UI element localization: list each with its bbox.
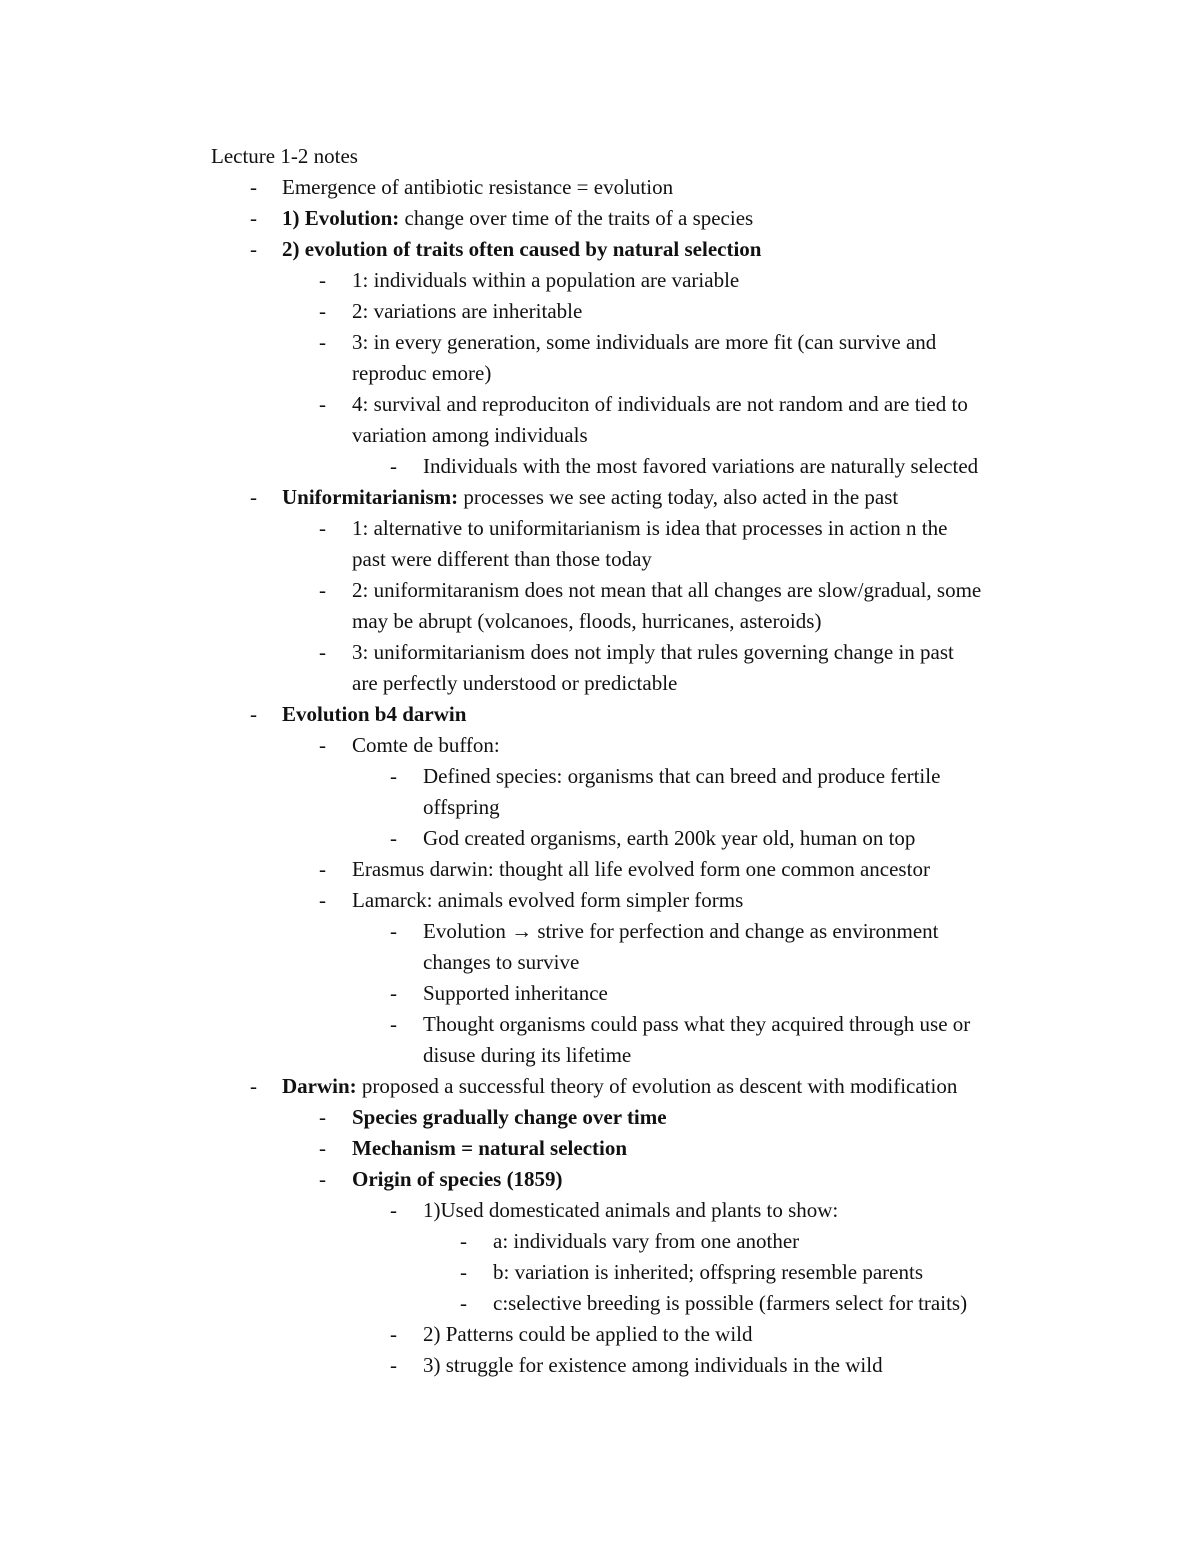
bullet-dash: - [390,764,397,788]
list-item-line [352,389,968,420]
list-item [0,916,1200,978]
list-item [0,296,1200,327]
list-item-term: Darwin: [282,1074,357,1098]
list-item [0,1195,1200,1226]
list-item-text: b: variation is inherited; offspring resemble parents [493,1260,923,1284]
list-item [0,1009,1200,1071]
list-item-line [282,1071,957,1102]
bullet-dash: - [319,268,326,292]
list-item-text: Erasmus darwin: thought all life evolved form one common ancestor [352,857,930,881]
list-item-text: are perfectly understood or predictable [352,671,678,695]
list-item-text: Supported inheritance [423,981,608,1005]
bullet-dash: - [250,702,257,726]
list-item [0,885,1200,916]
bullet-dash: - [319,640,326,664]
list-item-line [352,575,981,606]
list-item [0,637,1200,699]
list-item-line [352,1164,563,1195]
list-item-line [352,637,954,668]
list-item [0,1319,1200,1350]
bullet-dash: - [390,919,397,943]
list-item-text: 2: uniformitaranism does not mean that all changes are slow/gradual, some [352,578,982,602]
list-item [0,1288,1200,1319]
list-item-line [423,916,939,947]
bullet-dash: - [319,1136,326,1160]
list-item-line [493,1257,923,1288]
bullet-dash: - [319,1105,326,1129]
bullet-dash: - [390,1353,397,1377]
list-item [0,1350,1200,1381]
list-item-text: Emergence of antibiotic resistance = evolution [282,175,674,199]
list-item-line [282,172,673,203]
bullet-dash: - [390,454,397,478]
bullet-dash: - [319,516,326,540]
list-item-text: c:selective breeding is possible (farmers select for traits) [493,1291,968,1315]
bullet-dash: - [319,299,326,323]
list-item-text: 4: survival and reproduciton of individuals are not random and are tied to [352,392,968,416]
bullet-dash: - [390,826,397,850]
list-item-line [282,699,466,730]
list-item-term: Origin of species (1859) [352,1167,563,1191]
list-item-line [423,1195,838,1226]
list-item-line [282,234,761,265]
list-item-text: Comte de buffon: [352,733,500,757]
list-item-text: may be abrupt (volcanoes, floods, hurricanes, asteroids) [352,609,822,633]
list-item-line [423,978,608,1009]
list-item-text: God created organisms, earth 200k year old, human on top [423,826,916,850]
bullet-dash: - [319,392,326,416]
list-item-line [423,1040,631,1071]
list-item [0,1102,1200,1133]
list-item [0,1257,1200,1288]
list-item [0,203,1200,234]
list-item [0,172,1200,203]
list-item [0,978,1200,1009]
list-item-text: reproduc emore) [352,361,492,385]
list-item [0,1164,1200,1195]
list-item-text: changes to survive [423,950,580,974]
list-item-line [352,327,936,358]
list-item [0,482,1200,513]
list-item-line [352,854,930,885]
list-item [0,1133,1200,1164]
list-item [0,854,1200,885]
list-item-term: Uniformitarianism: [282,485,459,509]
list-item-line [423,947,579,978]
list-item [0,1226,1200,1257]
list-item-line [282,482,898,513]
list-item-term: Evolution b4 darwin [282,702,467,726]
bullet-dash: - [390,981,397,1005]
list-item-line [493,1288,967,1319]
list-item-line [352,1133,627,1164]
list-item-term: Species gradually change over time [352,1105,667,1129]
list-item-text: Evolution → strive for perfection and change as environment [423,919,939,943]
list-item-text: processes we see acting today, also acted in the past [458,485,899,509]
list-item-text: 1: individuals within a population are variable [352,268,740,292]
list-item-line [493,1226,799,1257]
bullet-dash: - [460,1260,467,1284]
bullet-dash: - [319,330,326,354]
list-item-line [352,296,582,327]
list-item-text: 2) Patterns could be applied to the wild [423,1322,753,1346]
bullet-dash: - [250,1074,257,1098]
list-item-line [352,606,821,637]
list-item-line [423,761,940,792]
list-item-text: Lamarck: animals evolved form simpler forms [352,888,744,912]
list-item [0,761,1200,823]
bullet-dash: - [390,1012,397,1036]
list-item-line [352,730,500,761]
list-item-text: 3) struggle for existence among individuals in the wild [423,1353,883,1377]
list-item-term: Mechanism = natural selection [352,1136,628,1160]
bullet-dash: - [390,1322,397,1346]
list-item-text: a: individuals vary from one another [493,1229,800,1253]
list-item-line [352,668,677,699]
bullet-dash: - [319,733,326,757]
list-item-text: proposed a successful theory of evolution as descent with modification [356,1074,958,1098]
list-item-text: 2: variations are inheritable [352,299,583,323]
list-item-line [352,265,739,296]
list-item-text: Defined species: organisms that can breed and produce fertile [423,764,941,788]
list-item-line [352,544,652,575]
list-item-line [352,885,743,916]
list-item-text: 3: in every generation, some individuals are more fit (can survive and [352,330,937,354]
list-item [0,389,1200,451]
list-item-text: 1)Used domesticated animals and plants to show: [423,1198,839,1222]
bullet-dash: - [250,175,257,199]
list-item-line [352,420,588,451]
bullet-dash: - [250,237,257,261]
bullet-dash: - [319,578,326,602]
list-item [0,575,1200,637]
list-item [0,1071,1200,1102]
list-item [0,823,1200,854]
list-item-text: Thought organisms could pass what they acquired through use or [423,1012,971,1036]
bullet-dash: - [460,1291,467,1315]
list-item-line [423,1350,883,1381]
list-item-term: 1) Evolution: [282,206,400,230]
list-item [0,234,1200,265]
list-item [0,265,1200,296]
list-item-line [423,451,978,482]
bullet-dash: - [250,485,257,509]
list-item-line [423,1319,753,1350]
list-item-text: 1: alternative to uniformitarianism is idea that processes in action n the [352,516,948,540]
list-item-text: variation among individuals [352,423,588,447]
list-item-line [423,792,500,823]
list-item-text: disuse during its lifetime [423,1043,632,1067]
list-item [0,327,1200,389]
bullet-dash: - [319,888,326,912]
page-title: Lecture 1-2 notes [211,144,358,168]
list-item [0,513,1200,575]
list-item-line [423,1009,970,1040]
list-item-line [352,1102,667,1133]
bullet-dash: - [460,1229,467,1253]
bullet-dash: - [390,1198,397,1222]
list-item-term: 2) evolution of traits often caused by natural selection [282,237,762,261]
bullet-dash: - [319,857,326,881]
list-item-text: 3: uniformitarianism does not imply that rules governing change in past [352,640,954,664]
list-item-text: offspring [423,795,500,819]
bullet-dash: - [250,206,257,230]
list-item-line [282,203,753,234]
list-item [0,730,1200,761]
list-item-line [352,358,491,389]
list-item-text: Individuals with the most favored variations are naturally selected [423,454,979,478]
list-item-line [352,513,947,544]
list-item [0,699,1200,730]
list-item [0,451,1200,482]
list-item-line [423,823,915,854]
list-item-text: past were different than those today [352,547,652,571]
list-item-text: change over time of the traits of a species [399,206,754,230]
notes-list [0,172,1200,1381]
bullet-dash: - [319,1167,326,1191]
